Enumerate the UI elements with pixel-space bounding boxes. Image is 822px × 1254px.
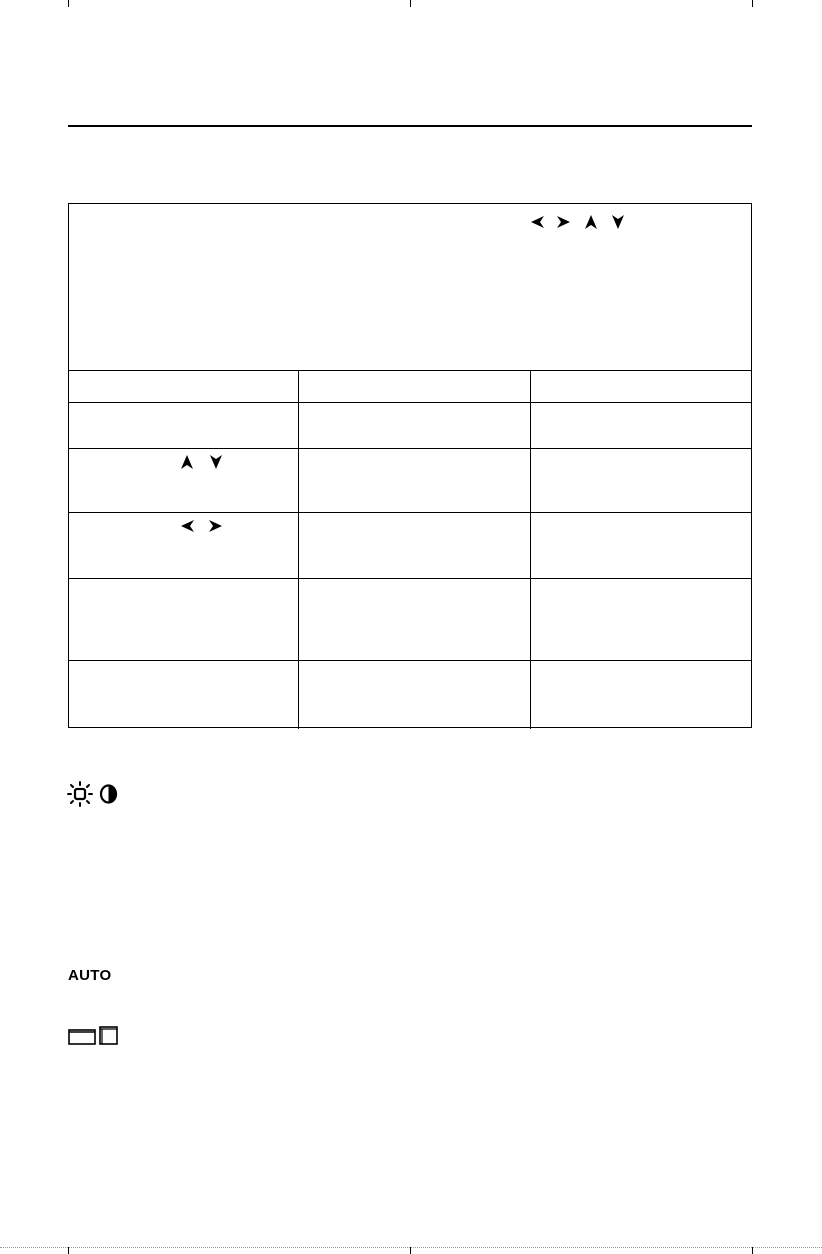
table-cell: [299, 403, 531, 448]
table-cell: [531, 403, 751, 448]
table-row: [69, 449, 751, 513]
header-arrow-icons: [529, 214, 626, 230]
table-cell: [531, 661, 751, 729]
table-cell: [299, 579, 531, 660]
table-row: [69, 513, 751, 579]
crop-mark-bottom-left: [68, 1247, 69, 1254]
table-cell: [69, 579, 299, 660]
arrow-right-icon: [208, 518, 224, 534]
table-row: [69, 661, 751, 729]
table-cell: [69, 403, 299, 448]
crop-mark-top-left: [68, 0, 69, 7]
brightness-sun-icon: [67, 781, 93, 807]
crop-mark-top-center: [410, 0, 411, 7]
table-cell: [69, 513, 299, 578]
table-cell: [531, 371, 751, 402]
table-cell: [299, 449, 531, 512]
up-down-arrow-icons: [179, 454, 224, 470]
crop-mark-top-right: [752, 0, 753, 7]
table-row: [69, 579, 751, 661]
table-cell: [299, 371, 531, 402]
left-right-arrow-icons: [179, 518, 224, 534]
crop-mark-bottom-right: [752, 1247, 753, 1254]
auto-label: AUTO: [68, 967, 112, 984]
arrow-left-icon: [179, 518, 195, 534]
table-cell: [299, 513, 531, 578]
contrast-half-circle-icon: [99, 784, 118, 804]
window-size-icon: [68, 1026, 120, 1046]
table-header-area: [69, 204, 751, 371]
arrow-left-icon: [529, 214, 545, 230]
table-cell: [531, 513, 751, 578]
arrow-right-icon: [556, 214, 572, 230]
arrow-up-icon: [179, 454, 195, 470]
table-cell: [531, 449, 751, 512]
table-cell: [69, 661, 299, 729]
table-row: [69, 403, 751, 449]
arrow-down-icon: [208, 454, 224, 470]
controls-table: [68, 203, 752, 728]
trim-line: [0, 1247, 822, 1248]
arrow-down-icon: [610, 214, 626, 230]
arrow-up-icon: [583, 214, 599, 230]
table-cell: [69, 371, 299, 402]
header-rule: [68, 125, 752, 127]
table-row: [69, 371, 751, 403]
table-cell: [531, 579, 751, 660]
table-cell: [299, 661, 531, 729]
table-cell: [69, 449, 299, 512]
crop-mark-bottom-center: [410, 1247, 411, 1254]
